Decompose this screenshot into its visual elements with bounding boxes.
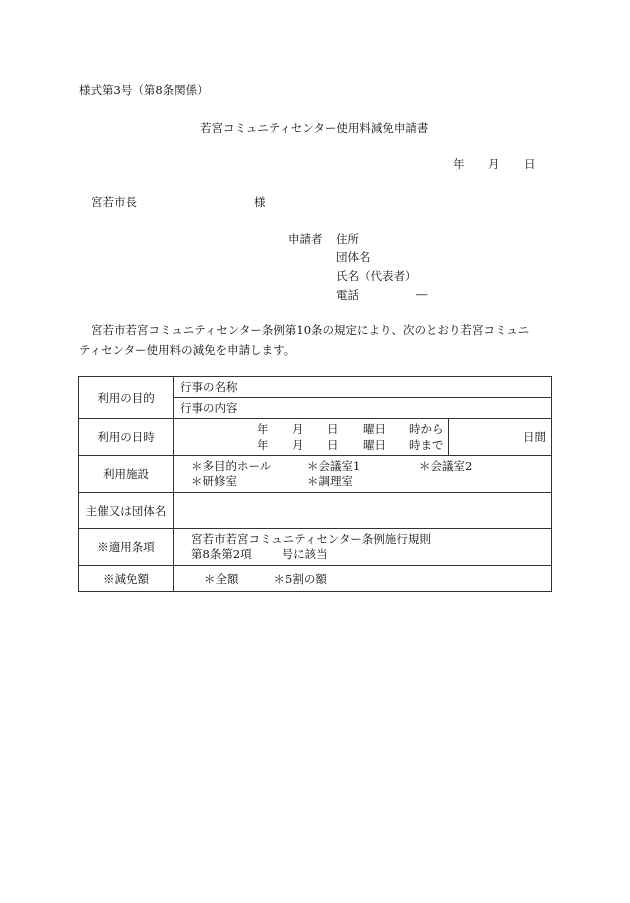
from-day: 日 (327, 422, 339, 436)
datetime-cell (174, 419, 552, 456)
document-title: 若宮コミュニティセンター使用料減免申請書 (200, 121, 429, 135)
reduction-half: ＊5割の額 (273, 571, 327, 586)
clause-suffix: 号に該当 (281, 547, 328, 561)
applicant-group-name: 団体名 (336, 250, 371, 264)
facility-meeting-room-1: ＊会議室1 (307, 459, 361, 473)
facility-cell (174, 456, 552, 493)
form-number: 様式第3号（第8条関係） (79, 83, 209, 97)
from-month: 月 (292, 422, 304, 436)
table-row-organizer (79, 493, 552, 529)
body-line-2: ティセンター使用料の減免を申請します。 (79, 343, 296, 357)
date-day: 日 (524, 157, 536, 171)
reduction-label: ※減免額 (79, 566, 174, 592)
datetime-from-line (174, 421, 448, 437)
date-month: 月 (488, 157, 500, 171)
purpose-cell (174, 377, 552, 419)
facility-multipurpose-hall: ＊多目的ホール (191, 459, 272, 473)
purpose-label: 利用の目的 (79, 377, 174, 419)
facility-meeting-room-2: ＊会議室2 (419, 459, 473, 473)
facility-training-room: ＊研修室 (191, 474, 237, 488)
datetime-label: 利用の日時 (79, 419, 174, 456)
reduction-full: ＊全額 (204, 571, 239, 586)
applicant-person-name: 氏名（代表者） (336, 269, 417, 283)
applicant-label: 申請者 (288, 232, 323, 246)
to-weekday: 曜日 (363, 438, 386, 452)
to-month: 月 (292, 438, 304, 452)
from-year: 年 (257, 422, 269, 436)
facility-label: 利用施設 (79, 456, 174, 493)
applicant-address: 住所 (336, 232, 359, 246)
event-name-label: 行事の名称 (174, 377, 551, 398)
facility-line-2 (174, 474, 551, 489)
clause-line-2 (191, 547, 551, 562)
clause-cell (174, 529, 552, 566)
applicant-phone-dash: ― (416, 287, 428, 301)
addressee-honorific: 様 (254, 195, 266, 209)
reduction-cell (174, 566, 552, 592)
to-year: 年 (257, 438, 269, 452)
from-weekday: 曜日 (363, 422, 386, 436)
date-year: 年 (453, 157, 465, 171)
clause-article: 第8条第2項 (191, 547, 252, 561)
to-day: 日 (327, 438, 339, 452)
datetime-range (174, 419, 449, 455)
table-row-purpose (79, 377, 552, 419)
table-row-clause (79, 529, 552, 566)
datetime-to-line (174, 437, 448, 453)
to-time: 時まで (409, 438, 444, 452)
clause-label: ※適用条項 (79, 529, 174, 566)
clause-line-1: 宮若市若宮コミュニティセンター条例施行規則 (191, 532, 431, 546)
from-time: 時から (409, 422, 444, 436)
days-label: 日間 (523, 430, 546, 444)
facility-line-1 (174, 459, 551, 474)
days-count (449, 419, 551, 455)
table-row-datetime (79, 419, 552, 456)
application-table (78, 376, 552, 592)
table-row-facility (79, 456, 552, 493)
table-row-reduction (79, 566, 552, 592)
applicant-phone: 電話 (336, 288, 359, 302)
organizer-value (174, 493, 552, 529)
event-content-label: 行事の内容 (180, 401, 238, 415)
addressee-name: 宮若市長 (91, 195, 137, 209)
organizer-label: 主催又は団体名 (79, 493, 174, 529)
facility-cooking-room: ＊調理室 (307, 474, 353, 488)
body-line-1: 宮若市若宮コミュニティセンター条例第10条の規定により、次のとおり若宮コミュニ (91, 323, 530, 337)
